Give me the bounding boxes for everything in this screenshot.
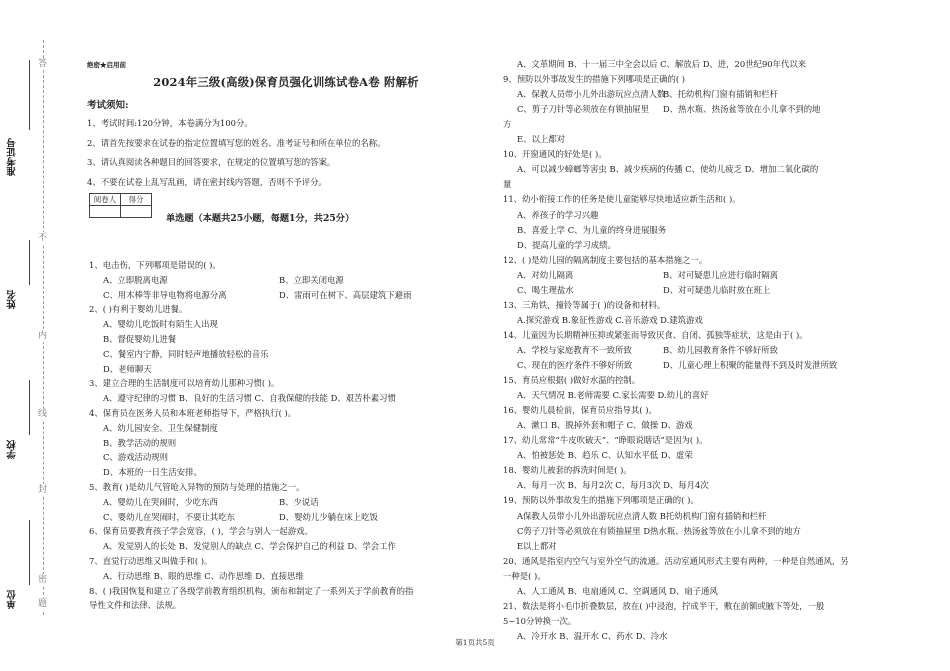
binding-margin [0, 0, 75, 671]
question-line: A、人工通风 B、电扇通风 C、空调通风 D、扇子通风 [517, 585, 718, 596]
question-option: D、儿童心理上积聚的能量得不到及时发泄所致 [663, 360, 838, 370]
reviewer-header: 阅卷人 [90, 194, 121, 206]
seal-char: 封 [38, 485, 48, 495]
question-line: 9、预防以外事故发生的措施下列哪项是正确的( ) [503, 74, 686, 85]
unit-field[interactable] [29, 520, 30, 585]
question-line: 19、预防以外事故发生的措施下列哪项是正确的( )。 [503, 495, 699, 506]
question-option: B、立即关闭电源 [279, 274, 344, 285]
school-field[interactable] [29, 380, 30, 435]
question-line: 12、( )是幼儿园的隔离制度主要包括的基本措施之一。 [503, 254, 708, 265]
question-line: 3、建立合理的生活制度可以培育幼儿那种习惯( )。 [89, 378, 280, 389]
seal-char: 内 [38, 331, 48, 341]
question-line: D、本班的一日生活安排。 [103, 467, 202, 478]
question-line: A、养孩子的学习兴趣 [517, 209, 599, 220]
question-line: A、怕被惩处 B、趋乐 C、认知水平低 D、虚荣 [517, 450, 693, 461]
question-line: 一种是( )。 [503, 570, 546, 581]
question-line: D、老师聊天 [103, 363, 152, 374]
question-line: A、婴幼儿吃饭时有陌生人出现 [103, 319, 218, 330]
question-line: 量 [503, 179, 512, 190]
question-line: 20、通风是指室内空气与室外空气的流通。活动室通风形式主要有两种，一种是自然通风，另 [503, 555, 849, 566]
seal-char: 线 [38, 409, 48, 419]
admission-number-field[interactable] [29, 60, 30, 130]
question-line: 10、开窗通风的好处是( )。 [503, 149, 607, 160]
question-line: E、以上都对 [517, 134, 565, 145]
reviewer-cell[interactable] [90, 206, 121, 218]
question-line: 方 [503, 119, 512, 130]
question-line: A、幼儿园安全、卫生保健制度 [103, 422, 218, 433]
seal-char: 不 [38, 233, 48, 243]
question-line: C、剪子刀针等必须放在有锁抽屉里 [517, 104, 650, 115]
question-line: A、可以减少蟑螂等害虫 B、减少疾病的传播 C、使幼儿疲乏 D、增加二氧化碳的 [517, 164, 819, 175]
question-option: B、幼儿园教育条件不够好所致 [663, 344, 779, 355]
question-line: E以上都对 [517, 540, 557, 551]
school-label: 学校 [7, 440, 18, 459]
question-line: A、对幼儿隔离 [517, 269, 574, 280]
question-option: D、对可疑患儿临时放在班上 [663, 284, 771, 295]
seal-line [43, 40, 44, 615]
question-line: A、漱口 B、脱掉外套和帽子 C、做操 D、游戏 [517, 420, 693, 431]
question-line: 8、( )我国恢复和建立了各级学前教育组织机构，颁布和制定了一系列关于学前教育的指 [89, 585, 414, 596]
notice-heading: 考试须知: [87, 100, 129, 111]
question-line: 7、直觉行动思维又叫做手和( )。 [89, 556, 213, 566]
question-line: 5、教育( )是幼儿气管呛入异物的预防与处理的措施之一。 [89, 482, 305, 492]
question-option: B、对可疑患儿应进行临时隔离 [663, 269, 779, 280]
question-option: D、婴幼儿少躺在床上吃饭 [279, 511, 378, 522]
question-line: C剪子刀针等必须放在有锁抽屉里 D热水瓶、热汤盆等放在小儿拿不到的地方 [517, 525, 801, 536]
page-title: 2024年三级(高级)保育员强化训练试卷A卷 附解析 [153, 75, 419, 89]
question-line: D、提高儿童的学习成绩。 [517, 239, 616, 250]
question-line: 导性文件和法律、法规。 [89, 600, 182, 611]
seal-char: 密 [38, 575, 48, 585]
question-line: C、餐室内宁静，同时轻声地播放轻松的音乐 [103, 348, 269, 359]
question-line: B、教学活动的规则 [103, 437, 177, 448]
question-line: A、遵守纪律的习惯 B、良好的生活习惯 C、自我保健的技能 D、艰苦朴素习惯 [103, 393, 396, 404]
question-line: 18、婴幼儿被套的拆洗时间是( )。 [503, 465, 632, 476]
question-line: 13、三角铁，撞铃等属于( )的设备和材料。 [503, 299, 666, 310]
question-line: 21、数法是将小毛巾折叠数层，放在( )中浸泡，拧成半干，敷在前额或腋下等处，一般 [503, 600, 825, 611]
question-option: D、热水瓶、热汤盆等放在小儿拿不到的地 [663, 104, 821, 115]
admission-number-label: 准考证号 [7, 138, 18, 176]
question-option: B、少说话 [279, 496, 319, 507]
question-line: A、每月一次 B、每月2次 C、每月3次 D、每月4次 [517, 480, 709, 491]
question-line: C、现在的医疗条件不够好所致 [517, 360, 633, 370]
question-line: B、督促婴幼儿进餐 [103, 334, 177, 344]
question-line: A、婴幼儿在哭闹时，少吃东西 [103, 496, 218, 507]
question-line: 14、儿童因为长期精神压抑或紧张而导致厌食、自闭、孤独等症状，这是由于( )。 [503, 329, 808, 340]
question-line: C、游戏活动规则 [103, 452, 169, 463]
question-line: A保教人员带小儿外出游玩应点清人数 B托幼机构门窗有插销和栏杆 [517, 510, 767, 521]
name-label: 姓名 [7, 290, 18, 309]
question-line: A、冷开水 B、温开水 C、药水 D、冷水 [517, 630, 668, 641]
question-option: D、雷雨可在树下、高层建筑下避雨 [279, 289, 412, 300]
question-line: A、学校与家庭教育不一致所致 [517, 344, 632, 355]
question-line: A.探究游戏 B.象征性游戏 C.音乐游戏 D.建筑游戏 [517, 314, 703, 325]
question-line: 5~10分钟换一次。 [503, 615, 577, 626]
question-line: B、喜爱上学 C、为儿童的终身进展服务 [517, 224, 667, 235]
question-line: 17、幼儿常常“牛皮吹破天”、“睁眼说瞎话”是因为( )。 [503, 435, 708, 446]
section-title: 单选题（本题共25小题，每题1分，共25分） [166, 213, 355, 224]
secret-mark: 绝密★启用前 [87, 61, 126, 69]
score-header: 得分 [121, 194, 152, 206]
score-table [89, 193, 152, 218]
question-line: A、立即脱离电源 [103, 274, 168, 285]
question-line: C、婴幼儿在哭闹时，不要让其吃东 [103, 511, 236, 522]
question-line: C、喝生理盐水 [517, 284, 574, 295]
question-line: 11、幼小衔接工作的任务是使儿童能够尽快地适应新生活和( )。 [503, 194, 741, 205]
instruction-line: 3、请认真阅读各种题目的回答要求，在规定的位置填写您的答案。 [87, 157, 336, 167]
question-line: C、用木棒等非导电物将电源分离 [103, 289, 227, 300]
score-cell[interactable] [121, 206, 152, 218]
seal-char: 答 [38, 59, 48, 69]
question-line: A、发觉别人的长处 B、发觉别人的缺点 C、学会保护自己的利益 D、学会工作 [103, 541, 396, 552]
unit-label: 单位 [7, 590, 18, 609]
instruction-line: 4、不要在试卷上乱写乱画，请在密封线内答题，否则不予评分。 [87, 177, 327, 187]
question-line: 15、育员应根据( )做好水温的控制。 [503, 375, 641, 386]
question-line: 6、保育员要教育孩子学会宽容，( )，学会与别人一起游戏。 [89, 526, 313, 537]
question-line: A、天气情况 B.老师需要 C.家长需要 D.幼儿的喜好 [517, 390, 709, 401]
question-line: 16、婴幼儿晨检前，保育员应指导其( )。 [503, 405, 657, 416]
question-line: 1、电击伤，下列哪项是错误的( )。 [89, 260, 221, 270]
question-option: B、托幼机构门窗有插销和栏杆 [663, 89, 779, 100]
instruction-line: 1、考试时间:120分钟，本卷满分为100分。 [87, 118, 253, 128]
question-line: 4、保育员在医务人员和本班老师指导下，严格执行( )。 [89, 408, 297, 418]
instruction-line: 2、请首先按要求在试卷的指定位置填写您的姓名、准考证号和所在单位的名称。 [87, 138, 386, 148]
question-line: 2、( )有利于婴幼儿进餐。 [89, 304, 188, 315]
question-line: A、保教人员带小儿外出游玩应点清人数 [517, 89, 666, 100]
seal-char: 题 [38, 599, 48, 609]
name-field[interactable] [29, 240, 30, 285]
question-line: A、文革期间 B、十一届三中全会以后 C、解放后 D、进，20世纪90年代以来 [517, 59, 807, 69]
question-line: A、行动思维 B、眼的思维 C、动作思维 D、直接思维 [103, 570, 304, 581]
page-number: 第1页共5页 [455, 638, 495, 647]
